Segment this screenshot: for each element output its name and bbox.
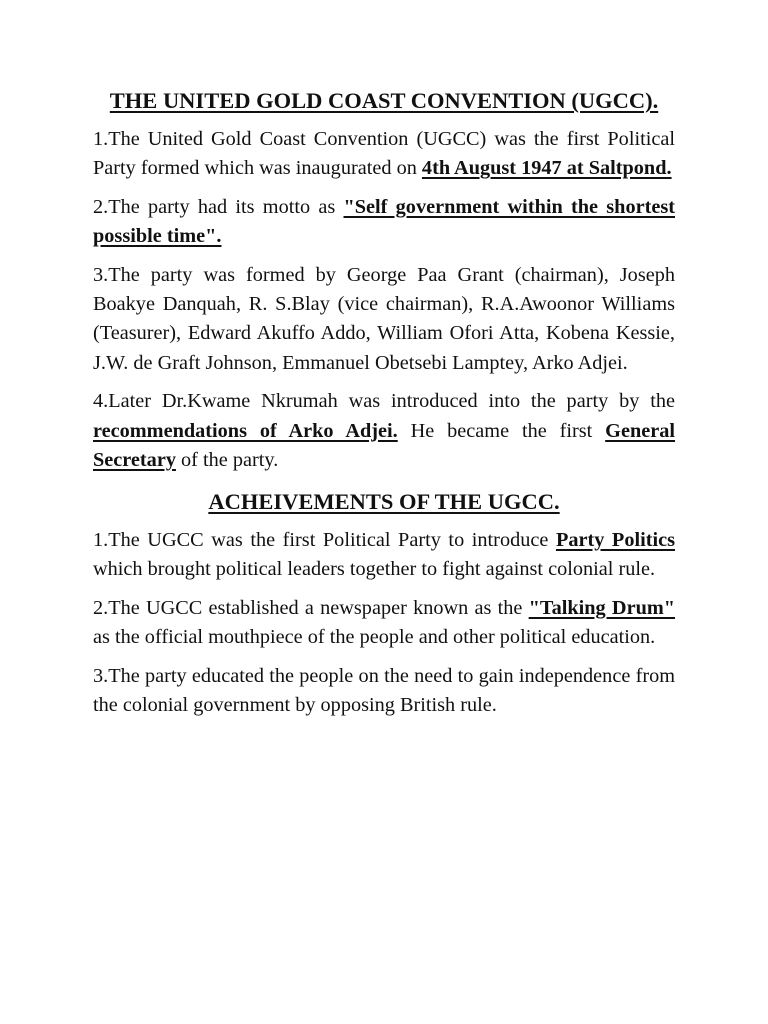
paragraph-3-text: 3.The party was formed by George Paa Grant (chairman), Joseph Boakye Danquah, R. S.Blay (vice chairman), R.A.Awoonor Williams (Teasurer), Edward Akuffo Addo, William Ofori Atta, Kobena Kessie, J.W. de Graft Johnson, Emmanuel Obetsebi Lamptey, Arko Adjei. [93, 264, 675, 374]
recommendation-phrase: recommendations of Arko Adjei. [93, 419, 398, 442]
achievement-2-text-a: 2.The UGCC established a newspaper known as the [93, 597, 529, 620]
party-motto: "Self government within the shortest possible time". [93, 196, 675, 248]
achievements-heading-text: ACHEIVEMENTS OF THE UGCC. [208, 489, 560, 515]
achievement-3-text: 3.The party educated the people on the need to gain independence from the colonial government by opposing British rule. [93, 665, 675, 717]
paragraph-2-text: 2.The party had its motto as [93, 196, 344, 218]
paragraph-1-text: 1.The United Gold Coast Convention (UGCC) was the first Political Party formed which was inaugurated on [93, 128, 675, 180]
general-secretary-phrase: General Secretary [93, 419, 676, 471]
paragraph-4-text-c: of the party. [175, 448, 279, 471]
achievement-1 [93, 526, 675, 584]
achievement-3 [93, 662, 675, 720]
paragraph-4-text-b: He became the first [397, 419, 606, 442]
inauguration-date: 4th August 1947 at Saltpond. [421, 157, 672, 180]
talking-drum-phrase: "Talking Drum" [528, 597, 676, 620]
paragraph-2 [93, 193, 675, 251]
paragraph-3 [93, 261, 675, 378]
document-title [93, 86, 675, 116]
paragraph-4-text-a: 4.Later Dr.Kwame Nkrumah was introduced into the party by the [93, 390, 675, 413]
achievements-heading [93, 487, 675, 517]
achievement-2-text-b: as the official mouthpiece of the people and other political education. [93, 626, 656, 649]
achievement-2 [93, 594, 675, 652]
paragraph-4 [93, 387, 675, 475]
paragraph-1 [93, 125, 675, 183]
party-politics-phrase: Party Politics [555, 529, 676, 552]
achievement-1-text-b: which brought political leaders together to fight against colonial rule. [93, 558, 656, 581]
achievement-1-text-a: 1.The UGCC was the first Political Party to introduce [93, 529, 556, 552]
document-title-text: THE UNITED GOLD COAST CONVENTION (UGCC). [109, 88, 659, 113]
